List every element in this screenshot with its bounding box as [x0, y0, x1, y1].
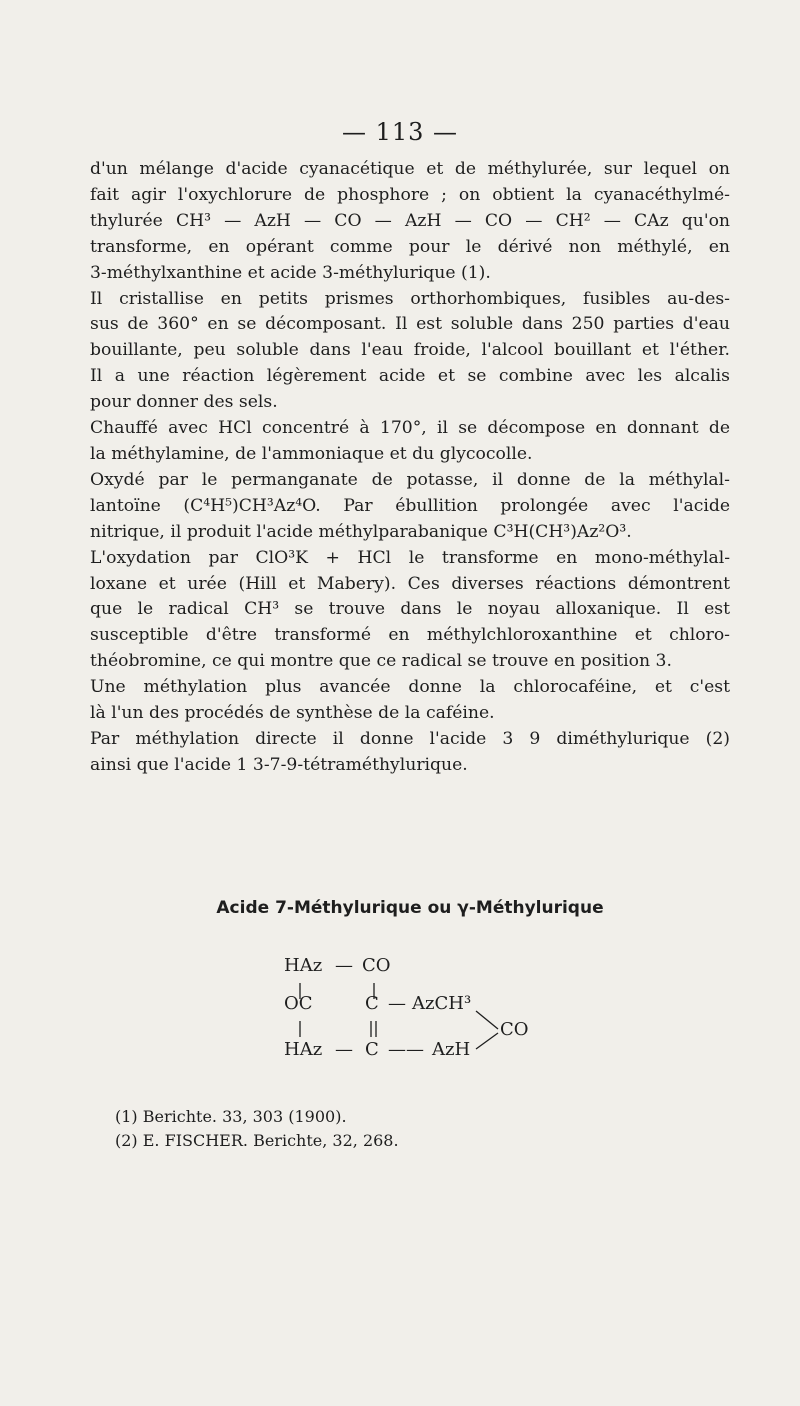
- body-line: Il cristallise en petits prismes orthorhombiques, fusibles au-des-: [90, 288, 730, 309]
- body-line: Une méthylation plus avancée donne la chlorocaféine, et c'est: [90, 677, 730, 698]
- body-line: L'oxydation par ClO³K + HCl le transforme en mono-méthylal-: [90, 547, 730, 568]
- body-text: [90, 157, 730, 779]
- body-line: Par méthylation directe il donne l'acide 3 9 diméthylurique (2): [90, 728, 730, 749]
- formula-c-mid: C: [365, 993, 379, 1014]
- body-line: la méthylamine, de l'ammoniaque et du glycocolle.: [90, 443, 533, 464]
- body-line: 3-méthylxanthine et acide 3-méthylurique (1).: [90, 262, 491, 283]
- body-line: transforme, en opérant comme pour le dérivé non méthylé, en: [90, 236, 730, 257]
- formula-co-right: CO: [500, 1019, 529, 1040]
- formula-haz-bottom: HAz: [284, 1039, 323, 1060]
- structural-formula: [280, 955, 560, 1065]
- body-line: fait agir l'oxychlorure de phosphore ; on obtient la cyanacéthylmé-: [90, 184, 730, 205]
- body-line: sus de 360° en se décomposant. Il est soluble dans 250 parties d'eau: [90, 314, 730, 335]
- body-line: d'un mélange d'acide cyanacétique et de méthylurée, sur lequel on: [90, 159, 730, 179]
- body-line: susceptible d'être transformé en méthylchloroxanthine et chloro-: [90, 625, 730, 646]
- footnotes: [115, 1105, 515, 1153]
- formula-haz-top: HAz: [284, 955, 323, 976]
- formula-long-dash: ——: [388, 1039, 424, 1060]
- formula-co-top: CO: [362, 955, 391, 976]
- formula-azh: AzH: [432, 1039, 471, 1060]
- footnote: (2) E. FISCHER. Berichte, 32, 268.: [115, 1131, 399, 1150]
- formula-dash: —: [388, 993, 406, 1014]
- body-line: nitrique, il produit l'acide méthylparabanique C³H(CH³)Az²O³.: [90, 521, 632, 542]
- footnote: (1) Berichte. 33, 303 (1900).: [115, 1107, 347, 1126]
- section-title: Acide 7-Méthylurique ou γ-Méthylurique: [216, 898, 604, 918]
- formula-oc: OC: [284, 993, 313, 1014]
- page-number: — 113 —: [341, 118, 459, 146]
- formula-dash: —: [335, 955, 353, 976]
- formula-c-bottom: C: [365, 1039, 379, 1060]
- body-line: là l'un des procédés de synthèse de la caféine.: [90, 703, 495, 724]
- body-line: Oxydé par le permanganate de potasse, il donne de la méthylal-: [90, 469, 730, 490]
- body-line: loxane et urée (Hill et Mabery). Ces diverses réactions démontrent: [90, 573, 730, 594]
- body-line: thylurée CH³ — AzH — CO — AzH — CO — CH² — CAz qu'on: [90, 210, 730, 231]
- body-line: que le radical CH³ se trouve dans le noyau alloxanique. Il est: [90, 599, 730, 620]
- formula-azch3: AzCH³: [412, 993, 472, 1014]
- body-line: Il a une réaction légèrement acide et se combine avec les alcalis: [90, 366, 730, 387]
- body-line: bouillante, peu soluble dans l'eau froide, l'alcool bouillant et l'éther.: [90, 340, 730, 361]
- body-line: Chauffé avec HCl concentré à 170°, il se décompose en donnant de: [90, 418, 730, 439]
- body-line: théobromine, ce qui montre que ce radical se trouve en position 3.: [90, 651, 672, 672]
- body-line: ainsi que l'acide 1 3-7-9-tétraméthylurique.: [90, 754, 468, 775]
- formula-dash: —: [335, 1039, 353, 1060]
- body-line: pour donner des sels.: [90, 392, 278, 413]
- body-line: lantoïne (C⁴H⁵)CH³Az⁴O. Par ébullition prolongée avec l'acide: [90, 495, 730, 516]
